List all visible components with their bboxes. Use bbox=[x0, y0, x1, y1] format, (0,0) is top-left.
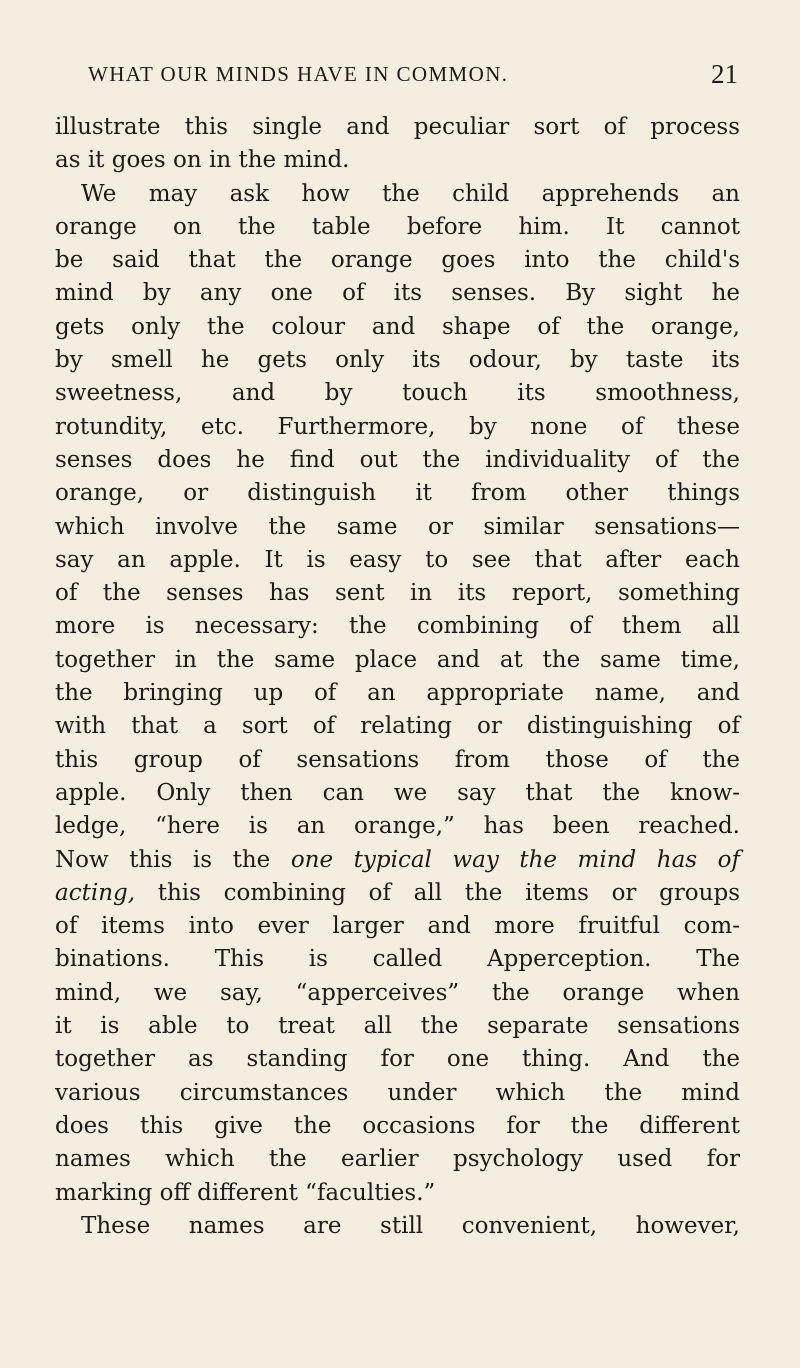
text-line: as it goes on in the mind. bbox=[55, 147, 350, 174]
running-head bbox=[88, 59, 738, 92]
text-line: more is necessary: the combining of them all bbox=[55, 613, 740, 640]
text-line: various circumstances under which the mind bbox=[55, 1079, 740, 1106]
text-line: of items into ever larger and more fruitful com- bbox=[55, 913, 740, 940]
text-line: senses does he find out the individuality of the bbox=[55, 446, 740, 473]
text-line: it is able to treat all the separate sensations bbox=[55, 1013, 740, 1040]
text-line bbox=[55, 844, 740, 877]
text-line: orange, or distinguish it from other things bbox=[55, 480, 740, 507]
text-run: Now this is the bbox=[55, 846, 291, 873]
text-line: by smell he gets only its odour, by taste its bbox=[55, 347, 740, 374]
text-line: of the senses has sent in its report, something bbox=[55, 580, 740, 607]
text-line bbox=[55, 877, 740, 910]
text-line: orange on the table before him. It cannot bbox=[55, 213, 740, 240]
text-line: does this give the occasions for the different bbox=[55, 1112, 740, 1139]
running-head-title: WHAT OUR MINDS HAVE IN COMMON. bbox=[88, 62, 509, 86]
text-line: binations. This is called Apperception. The bbox=[55, 946, 740, 973]
text-line: ledge, “here is an orange,” has been reached. bbox=[55, 813, 740, 840]
text-line: rotundity, etc. Furthermore, by none of these bbox=[55, 413, 740, 440]
text-line: apple. Only then can we say that the know- bbox=[55, 779, 740, 806]
italic-text-run: one typical way the mind has of bbox=[290, 846, 740, 873]
text-line: with that a sort of relating or distinguishing of bbox=[55, 713, 740, 740]
text-line: These names are still convenient, however, bbox=[81, 1212, 740, 1239]
page-number: 21 bbox=[711, 59, 738, 89]
text-line: sweetness, and by touch its smoothness, bbox=[55, 380, 740, 407]
text-line: marking off different “faculties.” bbox=[55, 1179, 436, 1206]
text-line: mind by any one of its senses. By sight he bbox=[55, 280, 740, 307]
text-line: mind, we say, “apperceives” the orange when bbox=[55, 979, 740, 1006]
body-text bbox=[55, 111, 740, 1243]
text-line: illustrate this single and peculiar sort of process bbox=[55, 114, 740, 140]
text-line: this group of sensations from those of the bbox=[55, 746, 740, 773]
text-line: gets only the colour and shape of the orange, bbox=[55, 313, 740, 340]
text-line: the bringing up of an appropriate name, and bbox=[55, 680, 740, 707]
text-line: We may ask how the child apprehends an bbox=[81, 180, 740, 207]
text-line: be said that the orange goes into the child's bbox=[55, 247, 740, 274]
text-line: which involve the same or similar sensations— bbox=[55, 513, 740, 540]
text-run: this combining of all the items or groups bbox=[135, 879, 740, 906]
text-line: say an apple. It is easy to see that after each bbox=[55, 546, 740, 573]
italic-text-run: acting, bbox=[55, 879, 136, 906]
text-line: together as standing for one thing. And the bbox=[55, 1046, 740, 1073]
text-line: names which the earlier psychology used for bbox=[55, 1146, 740, 1173]
text-line: together in the same place and at the same time, bbox=[55, 646, 740, 673]
